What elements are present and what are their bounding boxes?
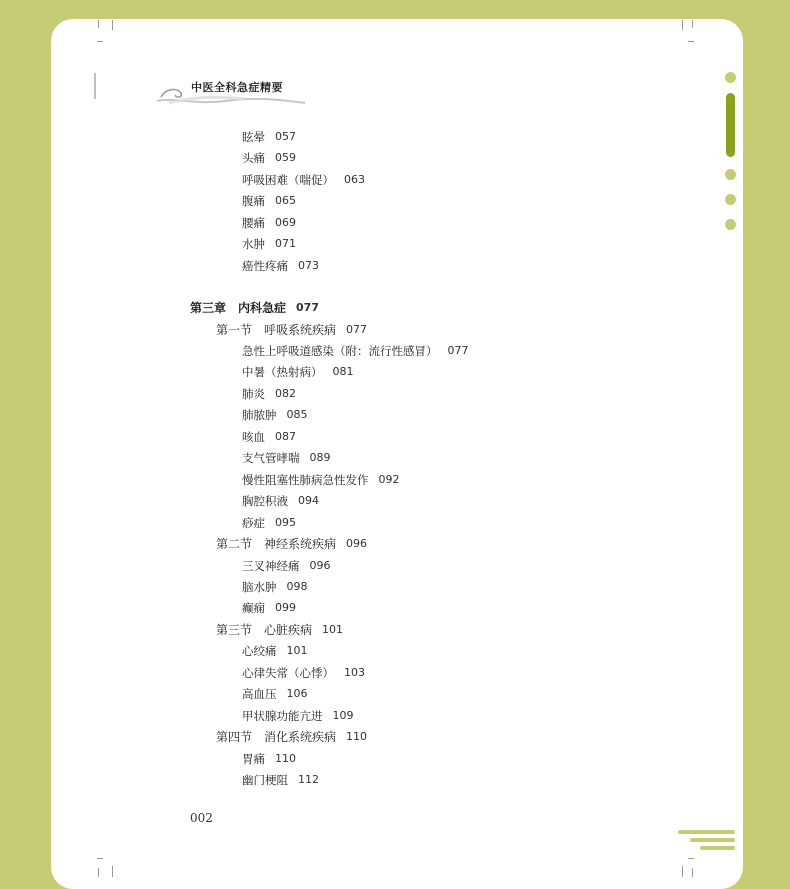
toc-title: 肺炎 (242, 387, 265, 401)
toc-page-number: 099 (275, 601, 296, 614)
toc-page-number: 071 (275, 237, 296, 250)
toc-title: 支气管哮喘 (242, 451, 300, 465)
chapter-tab-active[interactable] (726, 93, 735, 157)
toc-page-number: 077 (346, 323, 368, 336)
toc-page-number: 077 (296, 301, 319, 314)
toc-title: 中暑（热射病） (242, 365, 323, 379)
toc-title: 第二节 神经系统疾病 (216, 537, 337, 551)
crop-mark-bottom-right-v1 (682, 866, 683, 877)
header-rule (94, 73, 96, 99)
toc-page-number: 082 (275, 387, 296, 400)
toc-page-number: 073 (298, 259, 319, 272)
crop-mark-top-left-v2 (112, 20, 113, 30)
toc-page-number: 101 (322, 623, 344, 636)
toc-page-number: 087 (275, 430, 296, 443)
toc-title: 肺脓肿 (242, 408, 277, 422)
toc-title: 水肿 (242, 237, 265, 251)
chapter-tab-4[interactable] (725, 194, 736, 205)
crop-mark-top-left-v1 (98, 20, 99, 28)
toc-page-number: 069 (275, 216, 296, 229)
crop-mark-top-right-h (688, 41, 694, 42)
toc-page-number: 092 (378, 473, 400, 486)
toc-page-number: 089 (309, 451, 331, 464)
toc-title: 腹痛 (242, 194, 265, 208)
crop-mark-bottom-right-v2 (692, 868, 693, 877)
toc-title: 脑水肿 (242, 580, 277, 594)
toc-page-number: 085 (286, 408, 308, 421)
deco-stripe-1 (678, 830, 735, 834)
deco-stripe-3 (700, 846, 735, 850)
page-number: 002 (190, 811, 213, 825)
toc-page-number: 059 (275, 151, 296, 164)
book-page (51, 19, 743, 889)
toc-title: 头痛 (242, 151, 265, 165)
toc-title: 呼吸困难（喘促） (242, 173, 334, 187)
toc-title: 胸腔积液 (242, 494, 288, 508)
crop-mark-bottom-left-v1 (98, 868, 99, 877)
toc-page-number: 096 (346, 537, 368, 550)
running-header (155, 75, 385, 107)
toc-page-number: 094 (298, 494, 319, 507)
toc-title: 腰痛 (242, 216, 265, 230)
toc-page-number: 095 (275, 516, 296, 529)
crop-mark-bottom-right-h (688, 858, 694, 859)
toc-title: 急性上呼吸道感染（附：流行性感冒） (242, 344, 438, 358)
crop-mark-top-right-v1 (682, 20, 683, 30)
toc-title: 高血压 (242, 687, 277, 701)
toc-title: 心律失常（心悸） (242, 666, 334, 680)
toc-title: 慢性阻塞性肺病急性发作 (242, 473, 369, 487)
toc-page-number: 077 (447, 344, 469, 357)
toc-page-number: 110 (275, 752, 296, 765)
toc-title: 眩晕 (242, 130, 265, 144)
chapter-tab-5[interactable] (725, 219, 736, 230)
toc-page-number: 101 (286, 644, 308, 657)
toc-title: 幽门梗阻 (242, 773, 288, 787)
crop-mark-top-right-v2 (692, 20, 693, 28)
deco-stripe-2 (690, 838, 735, 842)
toc-title: 三叉神经痛 (242, 559, 300, 573)
toc-page-number: 098 (286, 580, 308, 593)
toc-page-number: 065 (275, 194, 296, 207)
toc-title: 痧症 (242, 516, 265, 530)
toc-page-number: 109 (332, 709, 354, 722)
toc-title: 第三节 心脏疾病 (216, 623, 313, 637)
crop-mark-top-left-h (97, 41, 103, 42)
toc-title: 第四节 消化系统疾病 (216, 730, 337, 744)
chapter-tab-3[interactable] (725, 169, 736, 180)
toc-page-number: 106 (286, 687, 308, 700)
crop-mark-bottom-left-h (97, 858, 103, 859)
toc-page-number: 057 (275, 130, 296, 143)
toc-title: 癌性疼痛 (242, 259, 288, 273)
toc-title: 咳血 (242, 430, 265, 444)
toc-page-number: 110 (346, 730, 368, 743)
toc-page-number: 103 (344, 666, 365, 679)
toc-page-number: 096 (309, 559, 331, 572)
toc-title: 甲状腺功能亢进 (242, 709, 323, 723)
toc-title: 胃痛 (242, 752, 265, 766)
toc-title: 心绞痛 (242, 644, 277, 658)
toc-page-number: 081 (332, 365, 354, 378)
toc-page-number: 063 (344, 173, 365, 186)
book-title: 中医全科急症精要 (191, 81, 283, 94)
toc-title: 第三章 内科急症 (190, 301, 287, 315)
toc-title: 第一节 呼吸系统疾病 (216, 323, 337, 337)
crop-mark-bottom-left-v2 (112, 866, 113, 877)
toc-title: 癫痫 (242, 601, 265, 615)
chapter-tab-1[interactable] (725, 72, 736, 83)
toc-page-number: 112 (298, 773, 319, 786)
